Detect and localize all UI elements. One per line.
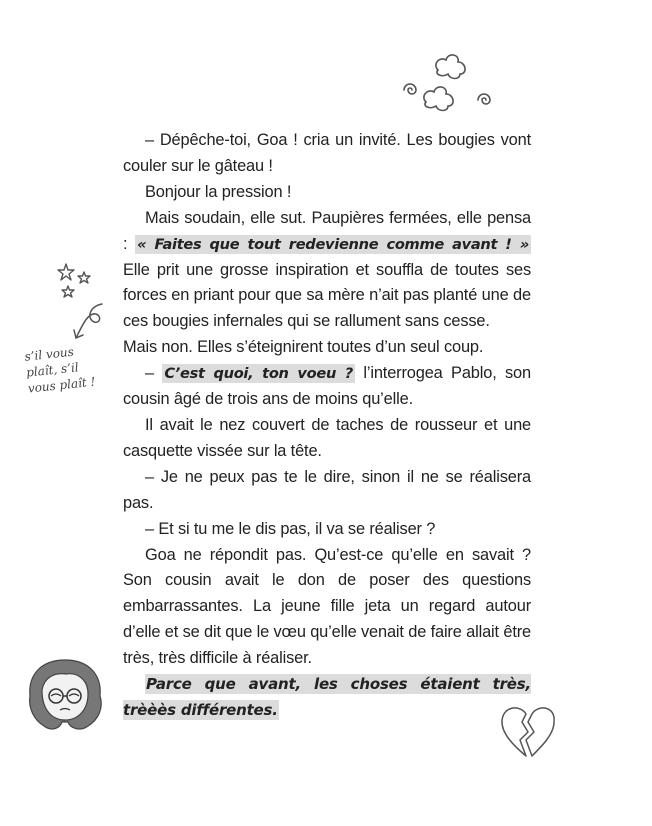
highlight-final: Parce que avant, les choses étaient très, trèèès différentes.: [123, 675, 531, 719]
paragraph-3-end: Elle prit une grosse inspiration et souffla de toutes ses forces en priant pour que sa mère n’ait pas planté une de ces bougies infernales qui se rallument sans cesse.: [123, 260, 531, 331]
paragraph-3: [123, 206, 531, 336]
broken-heart-icon: [496, 700, 560, 764]
arrow-icon: [68, 300, 108, 344]
clouds-swirls-icon: [392, 44, 502, 124]
girl-face-icon: [22, 656, 108, 736]
paragraph-10: [123, 672, 531, 724]
paragraph-2: Bonjour la pression !: [145, 182, 292, 201]
margin-note: s’il vous plaît, s’il vous plaît !: [23, 344, 96, 396]
paragraph-5-end: l’interrogea Pablo, son cousin âgé de trois ans de moins qu’elle.: [123, 364, 531, 409]
paragraph-6: Il avait le nez couvert de taches de rousseur et une casquette vissée sur la tête.: [123, 415, 531, 460]
paragraph-8: – Et si tu me le dis pas, il va se réaliser ?: [145, 519, 436, 538]
paragraph-3-start: Mais soudain, elle sut. Paupières fermées, elle pensa :: [123, 208, 531, 253]
stars-icon: [56, 262, 96, 302]
paragraph-7: – Je ne peux pas te le dire, sinon il ne se réalisera pas.: [123, 467, 531, 512]
paragraph-5-dash: –: [145, 364, 163, 383]
highlight-question: C’est quoi, ton voeu ?: [164, 365, 353, 383]
paragraph-5: [123, 361, 531, 413]
paragraph-9: Goa ne répondit pas. Qu’est-ce qu’elle en savait ? Son cousin avait le don de poser des questions embarrassantes. La jeune fille jeta un regard autour d’elle et se dit que le vœu qu’elle venait de faire allait être très, très difficile à réaliser.: [123, 545, 531, 668]
paragraph-4: Mais non. Elles s’éteignirent toutes d’un seul coup.: [123, 338, 484, 357]
body-text: [123, 128, 531, 724]
highlight-wish: « Faites que tout redevienne comme avant ! »: [137, 235, 529, 253]
paragraph-1: – Dépêche-toi, Goa ! cria un invité. Les bougies vont couler sur le gâteau !: [123, 131, 531, 175]
